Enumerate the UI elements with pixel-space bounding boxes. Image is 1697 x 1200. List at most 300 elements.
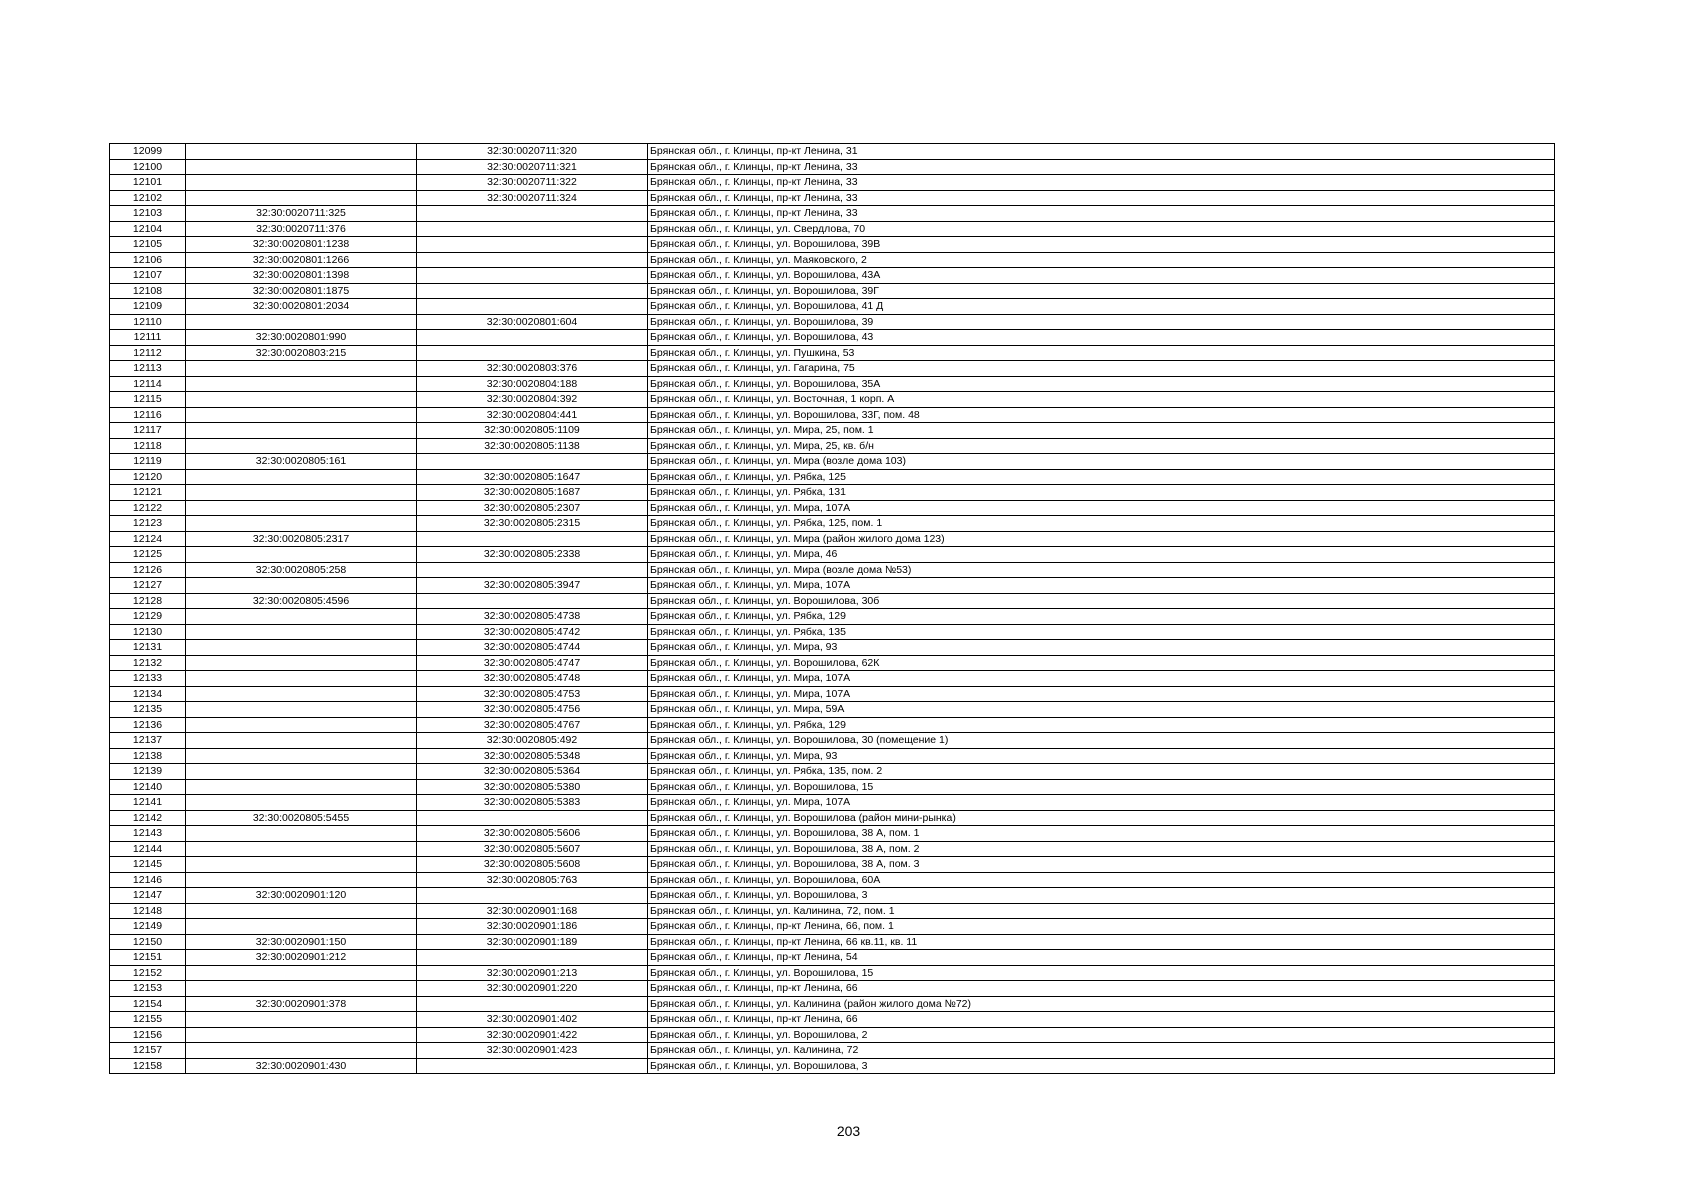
table-row xyxy=(110,624,1555,640)
cadastral-number-alt-cell: 32:30:0020805:4756 xyxy=(417,702,648,718)
address-cell: Брянская обл., г. Клинцы, пр-кт Ленина, 66 xyxy=(648,1012,1555,1028)
cadastral-number-cell xyxy=(186,361,417,377)
address-cell: Брянская обл., г. Клинцы, ул. Мира, 25, пом. 1 xyxy=(648,423,1555,439)
address-cell: Брянская обл., г. Клинцы, ул. Рябка, 135, пом. 2 xyxy=(648,764,1555,780)
cadastral-number-cell: 32:30:0020901:120 xyxy=(186,888,417,904)
row-number-cell: 12151 xyxy=(110,950,186,966)
row-number-cell: 12153 xyxy=(110,981,186,997)
cadastral-number-alt-cell: 32:30:0020804:441 xyxy=(417,407,648,423)
table-row xyxy=(110,562,1555,578)
address-cell: Брянская обл., г. Клинцы, пр-кт Ленина, 33 xyxy=(648,175,1555,191)
table-row xyxy=(110,407,1555,423)
cadastral-number-alt-cell: 32:30:0020901:220 xyxy=(417,981,648,997)
address-cell: Брянская обл., г. Клинцы, ул. Ворошилова, 30б xyxy=(648,593,1555,609)
address-cell: Брянская обл., г. Клинцы, ул. Ворошилова, 2 xyxy=(648,1027,1555,1043)
address-cell: Брянская обл., г. Клинцы, ул. Мира, 107А xyxy=(648,578,1555,594)
cadastral-number-alt-cell: 32:30:0020901:423 xyxy=(417,1043,648,1059)
row-number-cell: 12125 xyxy=(110,547,186,563)
cadastral-number-cell xyxy=(186,407,417,423)
row-number-cell: 12116 xyxy=(110,407,186,423)
row-number-cell: 12146 xyxy=(110,872,186,888)
cadastral-number-alt-cell xyxy=(417,283,648,299)
row-number-cell: 12154 xyxy=(110,996,186,1012)
table-row xyxy=(110,655,1555,671)
cadastral-number-cell xyxy=(186,376,417,392)
table-row xyxy=(110,175,1555,191)
cadastral-number-alt-cell: 32:30:0020805:5348 xyxy=(417,748,648,764)
table-row xyxy=(110,903,1555,919)
row-number-cell: 12132 xyxy=(110,655,186,671)
row-number-cell: 12130 xyxy=(110,624,186,640)
address-cell: Брянская обл., г. Клинцы, ул. Калинина, 72 xyxy=(648,1043,1555,1059)
table-row xyxy=(110,872,1555,888)
table-row xyxy=(110,841,1555,857)
row-number-cell: 12155 xyxy=(110,1012,186,1028)
address-cell: Брянская обл., г. Клинцы, пр-кт Ленина, 66 xyxy=(648,981,1555,997)
cadastral-number-cell: 32:30:0020805:2317 xyxy=(186,531,417,547)
row-number-cell: 12122 xyxy=(110,500,186,516)
row-number-cell: 12107 xyxy=(110,268,186,284)
row-number-cell: 12139 xyxy=(110,764,186,780)
table-row xyxy=(110,438,1555,454)
table-row xyxy=(110,283,1555,299)
row-number-cell: 12111 xyxy=(110,330,186,346)
table-row xyxy=(110,330,1555,346)
cadastral-number-cell xyxy=(186,671,417,687)
table-row xyxy=(110,314,1555,330)
table-row xyxy=(110,221,1555,237)
cadastral-number-cell: 32:30:0020801:1238 xyxy=(186,237,417,253)
cadastral-number-cell xyxy=(186,190,417,206)
cadastral-number-cell xyxy=(186,702,417,718)
table-row xyxy=(110,1058,1555,1074)
table-row xyxy=(110,810,1555,826)
table-row xyxy=(110,190,1555,206)
table-row xyxy=(110,686,1555,702)
address-cell: Брянская обл., г. Клинцы, ул. Рябка, 125, пом. 1 xyxy=(648,516,1555,532)
cadastral-number-cell xyxy=(186,314,417,330)
cadastral-number-alt-cell xyxy=(417,345,648,361)
cadastral-number-cell xyxy=(186,469,417,485)
cadastral-number-alt-cell: 32:30:0020901:213 xyxy=(417,965,648,981)
row-number-cell: 12118 xyxy=(110,438,186,454)
table-row xyxy=(110,578,1555,594)
row-number-cell: 12133 xyxy=(110,671,186,687)
row-number-cell: 12126 xyxy=(110,562,186,578)
cadastral-number-cell: 32:30:0020803:215 xyxy=(186,345,417,361)
cadastral-number-cell xyxy=(186,392,417,408)
cadastral-number-alt-cell: 32:30:0020805:4767 xyxy=(417,717,648,733)
cadastral-number-cell: 32:30:0020711:376 xyxy=(186,221,417,237)
cadastral-number-alt-cell: 32:30:0020803:376 xyxy=(417,361,648,377)
cadastral-number-cell xyxy=(186,640,417,656)
cadastral-number-cell xyxy=(186,841,417,857)
cadastral-number-alt-cell: 32:30:0020805:1138 xyxy=(417,438,648,454)
address-cell: Брянская обл., г. Клинцы, пр-кт Ленина, 31 xyxy=(648,144,1555,160)
table-row xyxy=(110,1012,1555,1028)
address-cell: Брянская обл., г. Клинцы, ул. Мира, 93 xyxy=(648,640,1555,656)
table-row xyxy=(110,779,1555,795)
table-row xyxy=(110,268,1555,284)
cadastral-number-cell: 32:30:0020805:258 xyxy=(186,562,417,578)
row-number-cell: 12106 xyxy=(110,252,186,268)
cadastral-number-alt-cell: 32:30:0020711:324 xyxy=(417,190,648,206)
table-row xyxy=(110,717,1555,733)
address-cell: Брянская обл., г. Клинцы, ул. Ворошилова, 30 (помещение 1) xyxy=(648,733,1555,749)
cadastral-number-cell xyxy=(186,547,417,563)
row-number-cell: 12136 xyxy=(110,717,186,733)
table-row xyxy=(110,1043,1555,1059)
address-cell: Брянская обл., г. Клинцы, ул. Ворошилова, 3 xyxy=(648,888,1555,904)
row-number-cell: 12121 xyxy=(110,485,186,501)
table-row xyxy=(110,764,1555,780)
address-cell: Брянская обл., г. Клинцы, ул. Ворошилова, 33Г, пом. 48 xyxy=(648,407,1555,423)
row-number-cell: 12100 xyxy=(110,159,186,175)
address-cell: Брянская обл., г. Клинцы, ул. Ворошилова, 38 А, пом. 1 xyxy=(648,826,1555,842)
cadastral-number-alt-cell: 32:30:0020805:2307 xyxy=(417,500,648,516)
cadastral-number-alt-cell: 32:30:0020804:188 xyxy=(417,376,648,392)
table-row xyxy=(110,702,1555,718)
cadastral-number-cell xyxy=(186,748,417,764)
row-number-cell: 12134 xyxy=(110,686,186,702)
table-row xyxy=(110,206,1555,222)
table-row xyxy=(110,531,1555,547)
row-number-cell: 12102 xyxy=(110,190,186,206)
table-row xyxy=(110,934,1555,950)
cadastral-number-cell xyxy=(186,717,417,733)
cadastral-number-alt-cell: 32:30:0020805:5364 xyxy=(417,764,648,780)
cadastral-number-alt-cell: 32:30:0020805:4738 xyxy=(417,609,648,625)
cadastral-number-alt-cell xyxy=(417,562,648,578)
address-cell: Брянская обл., г. Клинцы, ул. Ворошилова, 38 А, пом. 2 xyxy=(648,841,1555,857)
cadastral-number-alt-cell: 32:30:0020805:492 xyxy=(417,733,648,749)
cadastral-number-alt-cell: 32:30:0020901:168 xyxy=(417,903,648,919)
cadastral-number-alt-cell: 32:30:0020901:186 xyxy=(417,919,648,935)
address-cell: Брянская обл., г. Клинцы, ул. Мира, 25, кв. б/н xyxy=(648,438,1555,454)
row-number-cell: 12149 xyxy=(110,919,186,935)
cadastral-number-alt-cell: 32:30:0020805:4747 xyxy=(417,655,648,671)
cadastral-number-cell xyxy=(186,764,417,780)
address-cell: Брянская обл., г. Клинцы, ул. Мира, 107А xyxy=(648,500,1555,516)
table-row xyxy=(110,376,1555,392)
row-number-cell: 12135 xyxy=(110,702,186,718)
cadastral-number-alt-cell xyxy=(417,996,648,1012)
table-row xyxy=(110,159,1555,175)
cadastral-number-cell xyxy=(186,144,417,160)
cadastral-number-cell xyxy=(186,872,417,888)
cadastral-number-alt-cell: 32:30:0020805:2315 xyxy=(417,516,648,532)
address-cell: Брянская обл., г. Клинцы, ул. Ворошилова, 39 xyxy=(648,314,1555,330)
row-number-cell: 12117 xyxy=(110,423,186,439)
cadastral-number-alt-cell: 32:30:0020805:5607 xyxy=(417,841,648,857)
address-cell: Брянская обл., г. Клинцы, пр-кт Ленина, 33 xyxy=(648,190,1555,206)
address-cell: Брянская обл., г. Клинцы, ул. Восточная, 1 корп. А xyxy=(648,392,1555,408)
address-cell: Брянская обл., г. Клинцы, ул. Калинина, 72, пом. 1 xyxy=(648,903,1555,919)
cadastral-number-alt-cell: 32:30:0020901:402 xyxy=(417,1012,648,1028)
cadastral-number-alt-cell xyxy=(417,237,648,253)
address-cell: Брянская обл., г. Клинцы, пр-кт Ленина, 66 кв.11, кв. 11 xyxy=(648,934,1555,950)
row-number-cell: 12123 xyxy=(110,516,186,532)
row-number-cell: 12147 xyxy=(110,888,186,904)
row-number-cell: 12144 xyxy=(110,841,186,857)
cadastral-number-cell xyxy=(186,624,417,640)
cadastral-number-alt-cell: 32:30:0020901:422 xyxy=(417,1027,648,1043)
row-number-cell: 12131 xyxy=(110,640,186,656)
table-row xyxy=(110,454,1555,470)
cadastral-number-cell xyxy=(186,655,417,671)
cadastral-number-alt-cell xyxy=(417,330,648,346)
cadastral-number-alt-cell: 32:30:0020901:189 xyxy=(417,934,648,950)
address-cell: Брянская обл., г. Клинцы, пр-кт Ленина, 33 xyxy=(648,206,1555,222)
row-number-cell: 12119 xyxy=(110,454,186,470)
table-row xyxy=(110,144,1555,160)
cadastral-number-cell: 32:30:0020901:150 xyxy=(186,934,417,950)
address-cell: Брянская обл., г. Клинцы, ул. Ворошилова, 43 xyxy=(648,330,1555,346)
cadastral-number-cell xyxy=(186,485,417,501)
cadastral-number-cell: 32:30:0020801:2034 xyxy=(186,299,417,315)
cadastral-number-alt-cell: 32:30:0020804:392 xyxy=(417,392,648,408)
address-cell: Брянская обл., г. Клинцы, ул. Мира, 46 xyxy=(648,547,1555,563)
cadastral-number-alt-cell: 32:30:0020805:2338 xyxy=(417,547,648,563)
table-row xyxy=(110,299,1555,315)
cadastral-number-cell xyxy=(186,919,417,935)
address-cell: Брянская обл., г. Клинцы, ул. Рябка, 135 xyxy=(648,624,1555,640)
cadastral-number-alt-cell xyxy=(417,252,648,268)
cadastral-number-cell: 32:30:0020801:1266 xyxy=(186,252,417,268)
cadastral-number-cell xyxy=(186,516,417,532)
cadastral-number-alt-cell: 32:30:0020805:4742 xyxy=(417,624,648,640)
cadastral-number-alt-cell: 32:30:0020805:5383 xyxy=(417,795,648,811)
address-cell: Брянская обл., г. Клинцы, ул. Ворошилова, 43А xyxy=(648,268,1555,284)
table-row xyxy=(110,733,1555,749)
cadastral-number-cell xyxy=(186,795,417,811)
table-row xyxy=(110,485,1555,501)
address-cell: Брянская обл., г. Клинцы, ул. Ворошилова, 15 xyxy=(648,779,1555,795)
cadastral-number-cell xyxy=(186,500,417,516)
address-cell: Брянская обл., г. Клинцы, ул. Рябка, 129 xyxy=(648,717,1555,733)
row-number-cell: 12114 xyxy=(110,376,186,392)
cadastral-number-cell xyxy=(186,438,417,454)
cadastral-number-alt-cell: 32:30:0020805:763 xyxy=(417,872,648,888)
cadastral-number-cell xyxy=(186,857,417,873)
cadastral-number-alt-cell xyxy=(417,593,648,609)
row-number-cell: 12152 xyxy=(110,965,186,981)
row-number-cell: 12112 xyxy=(110,345,186,361)
address-cell: Брянская обл., г. Клинцы, ул. Ворошилова, 60А xyxy=(648,872,1555,888)
cadastral-number-cell xyxy=(186,175,417,191)
cadastral-number-alt-cell: 32:30:0020711:322 xyxy=(417,175,648,191)
cadastral-number-alt-cell: 32:30:0020805:5380 xyxy=(417,779,648,795)
address-cell: Брянская обл., г. Клинцы, ул. Ворошилова, 3 xyxy=(648,1058,1555,1074)
cadastral-number-alt-cell: 32:30:0020805:4748 xyxy=(417,671,648,687)
cadastral-number-alt-cell: 32:30:0020805:4753 xyxy=(417,686,648,702)
table-row xyxy=(110,609,1555,625)
address-cell: Брянская обл., г. Клинцы, ул. Свердлова, 70 xyxy=(648,221,1555,237)
cadastral-number-cell xyxy=(186,1043,417,1059)
row-number-cell: 12142 xyxy=(110,810,186,826)
row-number-cell: 12105 xyxy=(110,237,186,253)
row-number-cell: 12158 xyxy=(110,1058,186,1074)
row-number-cell: 12109 xyxy=(110,299,186,315)
table-row xyxy=(110,795,1555,811)
records-table xyxy=(109,143,1555,1074)
cadastral-number-alt-cell: 32:30:0020805:1109 xyxy=(417,423,648,439)
address-cell: Брянская обл., г. Клинцы, ул. Мира, 93 xyxy=(648,748,1555,764)
cadastral-number-alt-cell xyxy=(417,531,648,547)
address-cell: Брянская обл., г. Клинцы, пр-кт Ленина, 33 xyxy=(648,159,1555,175)
table-row xyxy=(110,965,1555,981)
row-number-cell: 12129 xyxy=(110,609,186,625)
address-cell: Брянская обл., г. Клинцы, ул. Калинина (район жилого дома №72) xyxy=(648,996,1555,1012)
row-number-cell: 12113 xyxy=(110,361,186,377)
cadastral-number-alt-cell xyxy=(417,206,648,222)
cadastral-number-alt-cell xyxy=(417,268,648,284)
table-row xyxy=(110,237,1555,253)
row-number-cell: 12143 xyxy=(110,826,186,842)
cadastral-number-alt-cell xyxy=(417,950,648,966)
cadastral-number-cell: 32:30:0020805:5455 xyxy=(186,810,417,826)
cadastral-number-cell xyxy=(186,1027,417,1043)
address-cell: Брянская обл., г. Клинцы, пр-кт Ленина, 66, пом. 1 xyxy=(648,919,1555,935)
address-cell: Брянская обл., г. Клинцы, пр-кт Ленина, 54 xyxy=(648,950,1555,966)
address-cell: Брянская обл., г. Клинцы, ул. Мира (возле дома №53) xyxy=(648,562,1555,578)
address-cell: Брянская обл., г. Клинцы, ул. Ворошилова, 15 xyxy=(648,965,1555,981)
table-row xyxy=(110,950,1555,966)
address-cell: Брянская обл., г. Клинцы, ул. Ворошилова, 39В xyxy=(648,237,1555,253)
table-row xyxy=(110,516,1555,532)
cadastral-number-cell: 32:30:0020801:990 xyxy=(186,330,417,346)
table-row xyxy=(110,996,1555,1012)
cadastral-number-alt-cell: 32:30:0020805:5606 xyxy=(417,826,648,842)
row-number-cell: 12120 xyxy=(110,469,186,485)
table-row xyxy=(110,671,1555,687)
row-number-cell: 12145 xyxy=(110,857,186,873)
table-row xyxy=(110,593,1555,609)
cadastral-number-cell xyxy=(186,578,417,594)
cadastral-number-cell xyxy=(186,903,417,919)
table-row xyxy=(110,547,1555,563)
cadastral-number-cell: 32:30:0020711:325 xyxy=(186,206,417,222)
address-cell: Брянская обл., г. Клинцы, ул. Мира (район жилого дома 123) xyxy=(648,531,1555,547)
cadastral-number-cell xyxy=(186,609,417,625)
row-number-cell: 12141 xyxy=(110,795,186,811)
table-row xyxy=(110,1027,1555,1043)
cadastral-number-cell: 32:30:0020801:1398 xyxy=(186,268,417,284)
cadastral-number-alt-cell: 32:30:0020805:1687 xyxy=(417,485,648,501)
table-row xyxy=(110,640,1555,656)
row-number-cell: 12104 xyxy=(110,221,186,237)
row-number-cell: 12137 xyxy=(110,733,186,749)
cadastral-number-cell: 32:30:0020901:378 xyxy=(186,996,417,1012)
row-number-cell: 12108 xyxy=(110,283,186,299)
address-cell: Брянская обл., г. Клинцы, ул. Ворошилова, 39Г xyxy=(648,283,1555,299)
cadastral-number-alt-cell: 32:30:0020805:5608 xyxy=(417,857,648,873)
cadastral-number-cell xyxy=(186,965,417,981)
address-cell: Брянская обл., г. Клинцы, ул. Мира (возле дома 103) xyxy=(648,454,1555,470)
table-row xyxy=(110,981,1555,997)
cadastral-number-cell xyxy=(186,826,417,842)
cadastral-number-cell xyxy=(186,733,417,749)
table-row xyxy=(110,919,1555,935)
page-number: 203 xyxy=(836,1123,861,1139)
cadastral-number-cell xyxy=(186,686,417,702)
row-number-cell: 12103 xyxy=(110,206,186,222)
address-cell: Брянская обл., г. Клинцы, ул. Мира, 107А xyxy=(648,671,1555,687)
cadastral-number-cell: 32:30:0020805:4596 xyxy=(186,593,417,609)
cadastral-number-cell xyxy=(186,159,417,175)
cadastral-number-alt-cell: 32:30:0020711:320 xyxy=(417,144,648,160)
row-number-cell: 12124 xyxy=(110,531,186,547)
row-number-cell: 12128 xyxy=(110,593,186,609)
address-cell: Брянская обл., г. Клинцы, ул. Ворошилова, 35А xyxy=(648,376,1555,392)
address-cell: Брянская обл., г. Клинцы, ул. Рябка, 131 xyxy=(648,485,1555,501)
address-cell: Брянская обл., г. Клинцы, ул. Мира, 107А xyxy=(648,686,1555,702)
address-cell: Брянская обл., г. Клинцы, ул. Гагарина, 75 xyxy=(648,361,1555,377)
cadastral-number-cell xyxy=(186,779,417,795)
cadastral-number-alt-cell xyxy=(417,299,648,315)
table-row xyxy=(110,888,1555,904)
address-cell: Брянская обл., г. Клинцы, ул. Рябка, 125 xyxy=(648,469,1555,485)
address-cell: Брянская обл., г. Клинцы, ул. Пушкина, 53 xyxy=(648,345,1555,361)
address-cell: Брянская обл., г. Клинцы, ул. Рябка, 129 xyxy=(648,609,1555,625)
table-row xyxy=(110,252,1555,268)
address-cell: Брянская обл., г. Клинцы, ул. Ворошилова, 38 А, пом. 3 xyxy=(648,857,1555,873)
cadastral-number-alt-cell: 32:30:0020801:604 xyxy=(417,314,648,330)
row-number-cell: 12138 xyxy=(110,748,186,764)
cadastral-number-cell: 32:30:0020801:1875 xyxy=(186,283,417,299)
cadastral-number-alt-cell: 32:30:0020711:321 xyxy=(417,159,648,175)
row-number-cell: 12127 xyxy=(110,578,186,594)
row-number-cell: 12148 xyxy=(110,903,186,919)
table-row xyxy=(110,361,1555,377)
cadastral-number-alt-cell xyxy=(417,221,648,237)
cadastral-number-cell: 32:30:0020901:430 xyxy=(186,1058,417,1074)
cadastral-number-alt-cell xyxy=(417,454,648,470)
row-number-cell: 12140 xyxy=(110,779,186,795)
row-number-cell: 12110 xyxy=(110,314,186,330)
row-number-cell: 12099 xyxy=(110,144,186,160)
address-cell: Брянская обл., г. Клинцы, ул. Ворошилова, 41 Д xyxy=(648,299,1555,315)
table-row xyxy=(110,826,1555,842)
cadastral-number-alt-cell: 32:30:0020805:3947 xyxy=(417,578,648,594)
table-row xyxy=(110,748,1555,764)
table-row xyxy=(110,500,1555,516)
cadastral-number-cell: 32:30:0020901:212 xyxy=(186,950,417,966)
address-cell: Брянская обл., г. Клинцы, ул. Маяковского, 2 xyxy=(648,252,1555,268)
address-cell: Брянская обл., г. Клинцы, ул. Мира, 59А xyxy=(648,702,1555,718)
table-row xyxy=(110,345,1555,361)
table-row xyxy=(110,392,1555,408)
cadastral-number-alt-cell xyxy=(417,1058,648,1074)
cadastral-number-alt-cell xyxy=(417,888,648,904)
cadastral-number-cell xyxy=(186,423,417,439)
table-row xyxy=(110,469,1555,485)
address-cell: Брянская обл., г. Клинцы, ул. Мира, 107А xyxy=(648,795,1555,811)
cadastral-number-alt-cell xyxy=(417,810,648,826)
row-number-cell: 12150 xyxy=(110,934,186,950)
address-cell: Брянская обл., г. Клинцы, ул. Ворошилова, 62К xyxy=(648,655,1555,671)
address-cell: Брянская обл., г. Клинцы, ул. Ворошилова (район мини-рынка) xyxy=(648,810,1555,826)
cadastral-number-cell xyxy=(186,981,417,997)
row-number-cell: 12157 xyxy=(110,1043,186,1059)
row-number-cell: 12101 xyxy=(110,175,186,191)
table-row xyxy=(110,857,1555,873)
table-body xyxy=(110,144,1555,1074)
cadastral-number-cell: 32:30:0020805:161 xyxy=(186,454,417,470)
table-row xyxy=(110,423,1555,439)
cadastral-number-alt-cell: 32:30:0020805:1647 xyxy=(417,469,648,485)
row-number-cell: 12115 xyxy=(110,392,186,408)
